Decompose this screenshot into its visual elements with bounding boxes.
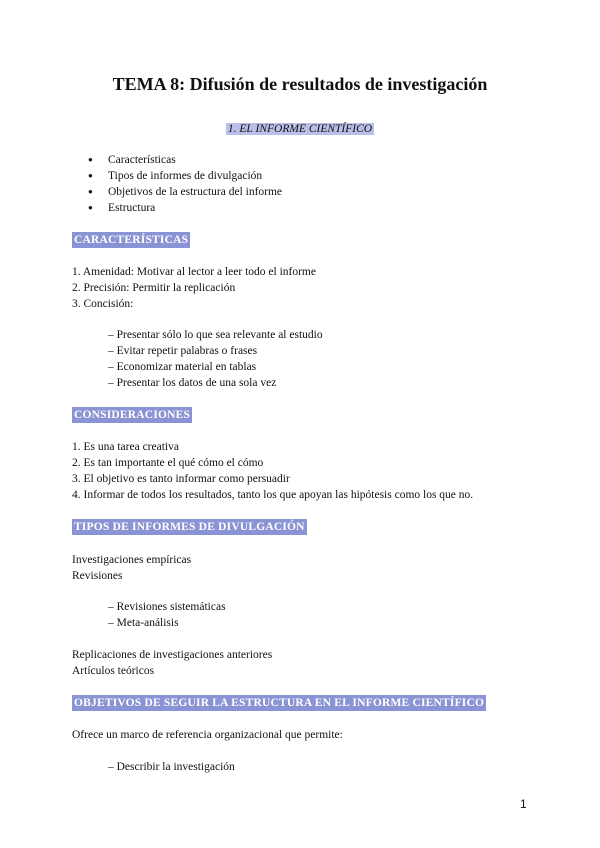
document-title: TEMA 8: Difusión de resultados de investigación xyxy=(112,74,488,94)
consideraciones-list xyxy=(72,439,473,503)
list-item: 2. Precisión: Permitir la replicación xyxy=(72,282,236,294)
objetivos-intro xyxy=(72,727,343,743)
sub-list-item: – Presentar sólo lo que sea relevante al estudio xyxy=(108,329,323,341)
bullet-item: ● Objetivos de la estructura del informe xyxy=(88,184,282,200)
list-item: 3. El objetivo es tanto informar como persuadir xyxy=(72,473,290,485)
list-item: 3. Concisión: xyxy=(72,298,134,310)
concision-sublist xyxy=(108,327,323,391)
list-item: 1. Es una tarea creativa xyxy=(72,441,179,453)
tipos-list-continued xyxy=(72,647,272,679)
list-item: 2. Es tan importante el qué cómo el cómo xyxy=(72,457,264,469)
list-item: Revisiones xyxy=(72,570,123,582)
sub-list-item: – Describir la investigación xyxy=(108,761,235,773)
heading-consideraciones: CONSIDERACIONES xyxy=(72,407,192,423)
objetivos-sublist xyxy=(108,759,235,775)
sub-list-item: – Presentar los datos de una sola vez xyxy=(108,377,277,389)
page-number: 1 xyxy=(520,797,527,811)
caracteristicas-list xyxy=(72,264,316,312)
bullet-item: ● Tipos de informes de divulgación xyxy=(88,168,282,184)
section-subtitle-container xyxy=(0,121,600,137)
paragraph: Ofrece un marco de referencia organizacional que permite: xyxy=(72,729,343,741)
tipos-list xyxy=(72,552,191,584)
bullet-item: ● Características xyxy=(88,152,282,168)
list-item: Replicaciones de investigaciones anteriores xyxy=(72,649,273,661)
sub-list-item: – Meta-análisis xyxy=(108,617,179,629)
list-item: 1. Amenidad: Motivar al lector a leer todo el informe xyxy=(72,266,316,278)
sub-list-item: – Revisiones sistemáticas xyxy=(108,601,226,613)
list-item: Artículos teóricos xyxy=(72,665,155,677)
intro-bullet-list xyxy=(88,152,282,216)
heading-caracteristicas: CARACTERÍSTICAS xyxy=(72,232,190,248)
bullet-item: ● Estructura xyxy=(88,200,282,216)
heading-objetivos: OBJETIVOS DE SEGUIR LA ESTRUCTURA EN EL INFORME CIENTÍFICO xyxy=(72,695,486,711)
heading-tipos-informes: TIPOS DE INFORMES DE DIVULGACIÓN xyxy=(72,519,307,535)
list-item: Investigaciones empíricas xyxy=(72,554,192,566)
sub-list-item: – Evitar repetir palabras o frases xyxy=(108,345,258,357)
list-item: 4. Informar de todos los resultados, tanto los que apoyan las hipótesis como los que no. xyxy=(72,489,474,501)
sub-list-item: – Economizar material en tablas xyxy=(108,361,257,373)
revisiones-sublist xyxy=(108,599,226,631)
section-subtitle: 1. EL INFORME CIENTÍFICO xyxy=(227,123,373,135)
